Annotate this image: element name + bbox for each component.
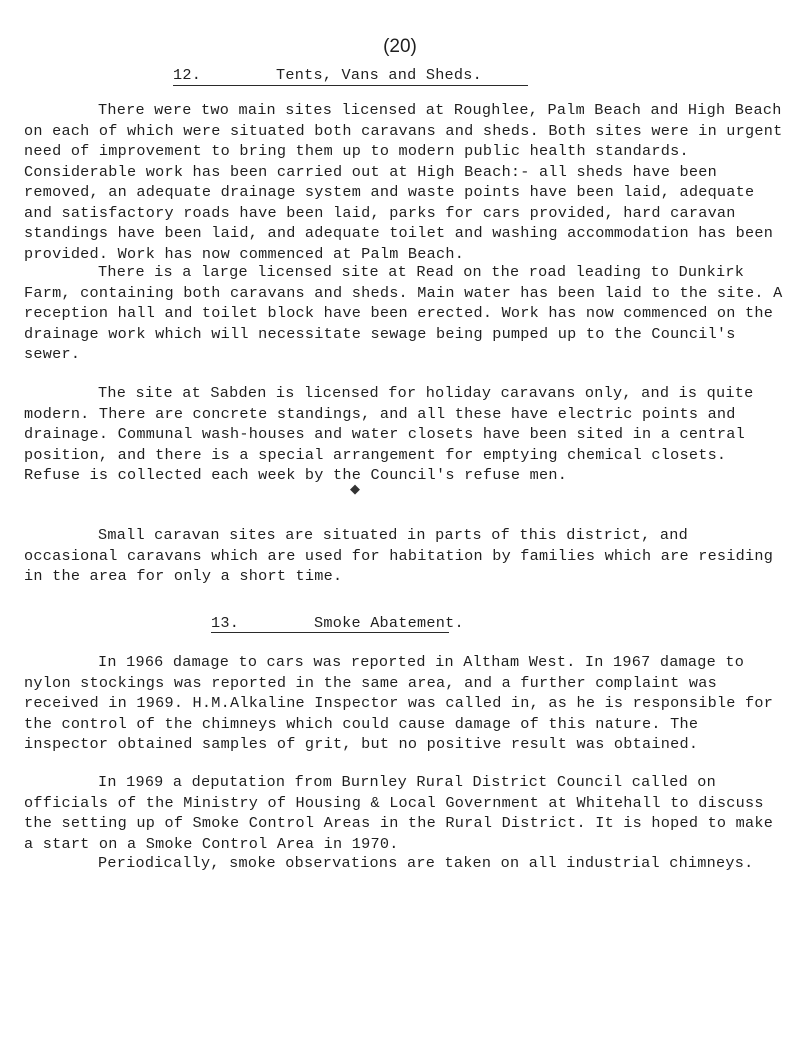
stray-mark: ◆ (350, 482, 361, 497)
page-number: (20) (383, 36, 417, 57)
section-12-heading: 12. Tents, Vans and Sheds. (173, 66, 483, 84)
section-13-heading-underline (211, 632, 449, 633)
section-13-paragraph-2: In 1969 a deputation from Burnley Rural District Council called on officials of the Ministry of Housing & Local Government at Whitehall to discuss the setting up of Smoke Control Areas in the Rural District. It is hoped to make a start on a Smoke Control Area in 1970. (24, 773, 774, 853)
section-13-paragraph-3: Periodically, smoke observations are taken on all industrial chimneys. (98, 854, 754, 872)
section-12-paragraph-3: The site at Sabden is licensed for holiday caravans only, and is quite modern. There are concrete standings, and all these have electric points and drainage. Communal wash-houses and water closets have been sited in a central position, and there is a special arrangement for emptying chemical closets. Refuse is collected each week by the Council's refuse men. (24, 384, 754, 484)
section-12-paragraph-1: There were two main sites licensed at Roughlee, Palm Beach and High Beach on each of which were situated both caravans and sheds. Both sites were in urgent need of improvement to bring them up to modern public health standards. Considerable work has been carried out at High Beach:- all sheds have been removed, an adequate drainage system and waste points have been laid, adequate and satisfactory roads have been laid, parks for cars provided, hard caravan standings have been laid, and adequate toilet and washing accommodation has been provided. Work has now commenced at Palm Beach. (24, 101, 783, 263)
section-13-heading: 13. Smoke Abatement. (211, 614, 464, 632)
section-12-paragraph-2: There is a large licensed site at Read on the road leading to Dunkirk Farm, containing both caravans and sheds. Main water has been laid to the site. A reception hall and toilet block have been erected. Work has now commenced on the drainage work which will necessitate sewage being pumped up to the Council's sewer. (24, 263, 783, 363)
section-12-paragraph-4: Small caravan sites are situated in parts of this district, and occasional caravans which are used for habitation by families which are residing in the area for only a short time. (24, 526, 774, 585)
section-12-heading-underline (173, 85, 528, 86)
section-13-paragraph-1: In 1966 damage to cars was reported in Altham West. In 1967 damage to nylon stockings was reported in the same area, and a further complaint was received in 1969. H.M.Alkaline Inspector was called in, as he is responsible for the control of the chimneys which could cause damage of this nature. The inspector obtained samples of grit, but no positive result was obtained. (24, 653, 774, 753)
